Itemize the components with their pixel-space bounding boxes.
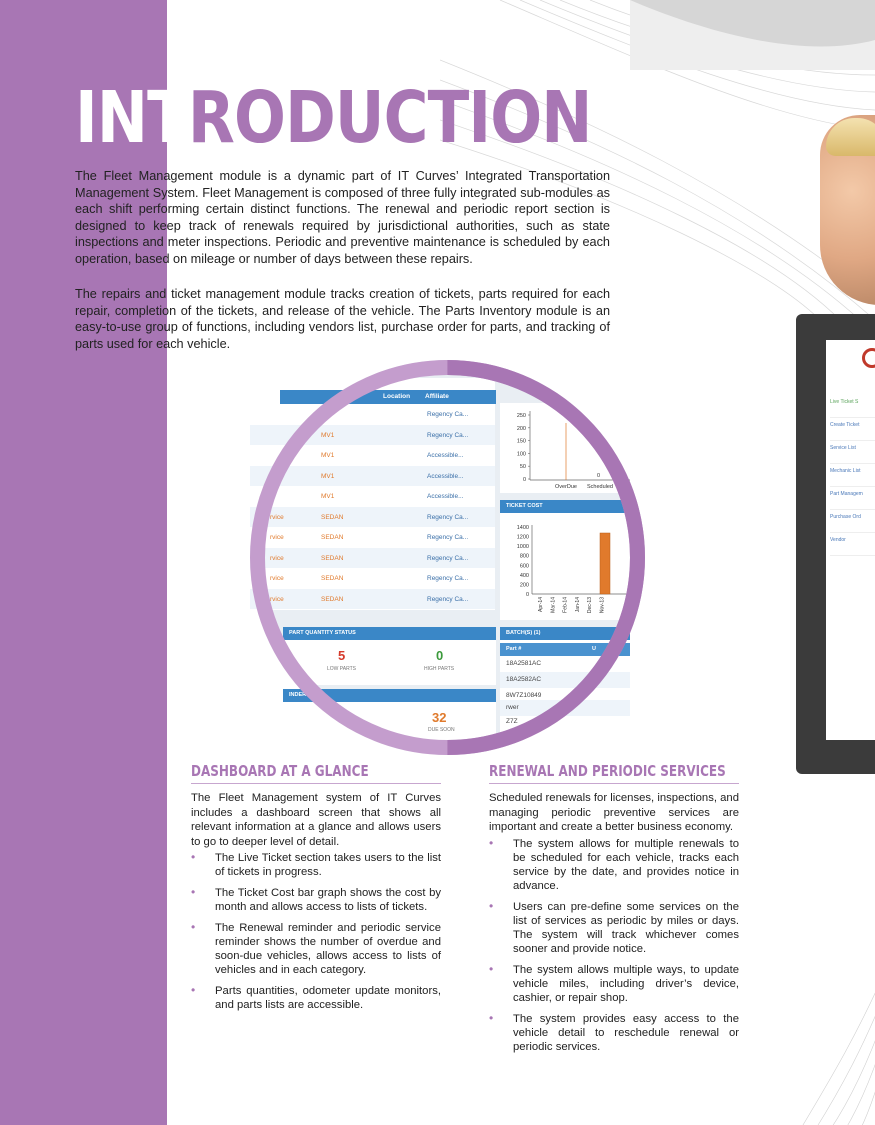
list-item: • The Renewal reminder and periodic service reminder shows the number of overdue and soon-due vehicles, allows access to lists of vehicles and in each category. bbox=[191, 921, 441, 977]
due-soon-label: DUE SOON bbox=[428, 727, 455, 733]
list-item[interactable]: 8W7Z10849 bbox=[506, 692, 542, 699]
renewal-heading: RENEWAL AND PERIODIC SERVICES bbox=[489, 762, 726, 780]
parts-col-part: Part # bbox=[506, 646, 522, 652]
y-tick-label: 600 bbox=[519, 563, 529, 570]
menu-item-part-management: Part Managem bbox=[830, 487, 875, 510]
col-location: Location bbox=[383, 393, 411, 400]
scheduled-value: 0 bbox=[597, 473, 601, 479]
low-parts-value[interactable]: 5 bbox=[338, 648, 346, 663]
dashboard-section bbox=[191, 762, 441, 1019]
high-parts-value[interactable]: 0 bbox=[436, 648, 444, 663]
cell-location: MV1 bbox=[321, 452, 335, 459]
cell-affiliate: Regency Ca... bbox=[427, 595, 469, 603]
section-divider bbox=[191, 783, 441, 784]
list-item: • Parts quantities, odometer update monitors, and parts lists are accessible. bbox=[191, 984, 441, 1012]
y-tick-label: 400 bbox=[519, 572, 529, 579]
renewal-section bbox=[489, 762, 739, 1061]
cell-affiliate: Accessible... bbox=[427, 472, 464, 480]
cell-affiliate: Regency Ca... bbox=[427, 411, 469, 418]
cell-service: rvice bbox=[270, 554, 284, 562]
list-item: • The Ticket Cost bar graph shows the cost by month and allows access to lists of tickets. bbox=[191, 886, 441, 914]
x-tick-label: Jan-14 bbox=[574, 597, 581, 613]
y-tick-label: 100 bbox=[516, 451, 526, 458]
intro-paragraph-1: The Fleet Management module is a dynamic part of IT Curves’ Integrated Transportation Management System. Fleet Management is composed of three fully integrated sub-modules as each shift performing certain distinct functions. The renewal and periodic report section is designed to keep track of renewals required by jurisdictional authorities, such as state inspections and meter inspections. Periodic and preventive maintenance is scheduled by each operation, based on mileage or number of days between these repairs. bbox=[75, 169, 610, 266]
y-tick-label: 200 bbox=[519, 582, 529, 589]
y-tick-label: 0 bbox=[525, 592, 529, 598]
y-tick-label: 200 bbox=[516, 425, 526, 432]
cell-affiliate: Accessible... bbox=[427, 452, 464, 459]
list-item[interactable]: Z7Z bbox=[506, 718, 518, 725]
xlabel-overdue: OverDue bbox=[554, 484, 578, 490]
low-parts-label: LOW PARTS bbox=[327, 666, 356, 672]
title-part-white: INT bbox=[75, 76, 188, 159]
parts-col-u: U bbox=[592, 646, 596, 652]
cell-location: SEDAN bbox=[321, 534, 344, 541]
cell-location: MV1 bbox=[321, 493, 335, 500]
cell-service: rvice bbox=[270, 595, 284, 603]
y-tick-label: 150 bbox=[516, 438, 526, 445]
cell-affiliate: Regency Ca... bbox=[427, 534, 469, 541]
decorative-swoosh bbox=[770, 960, 875, 1125]
list-item: • The system allows multiple ways, to update vehicle miles, including driver’s device, cashier, or repair shop. bbox=[489, 963, 739, 1005]
menu-item-create-ticket: Create Ticket bbox=[830, 418, 875, 441]
monitor-menu bbox=[830, 395, 875, 556]
menu-item-service-list: Service List bbox=[830, 441, 875, 464]
cell-service: rvice bbox=[270, 575, 284, 582]
decorative-lines bbox=[440, 0, 875, 320]
list-item[interactable]: 18A2582AC bbox=[500, 672, 630, 688]
dashboard-heading: DASHBOARD AT A GLANCE bbox=[191, 762, 369, 780]
app-logo-icon bbox=[862, 348, 875, 368]
x-tick-label: Nov-13 bbox=[599, 597, 606, 614]
cell-service: e bbox=[270, 493, 274, 500]
x-tick-label: Mar-14 bbox=[550, 597, 557, 613]
list-item[interactable]: 18A2581AC bbox=[506, 660, 542, 667]
cell-location: SEDAN bbox=[321, 595, 344, 603]
y-tick-label: 1400 bbox=[516, 525, 529, 531]
y-tick-label: 50 bbox=[519, 464, 526, 471]
y-tick-label: 800 bbox=[519, 553, 529, 560]
cell-affiliate: Regency Ca... bbox=[427, 575, 469, 582]
x-tick-label: Dec-13 bbox=[587, 597, 594, 614]
high-parts-label: HIGH PARTS bbox=[424, 666, 455, 672]
y-tick-label: 1000 bbox=[516, 544, 529, 551]
cell-location: SEDAN bbox=[321, 513, 344, 521]
section-divider bbox=[489, 783, 739, 784]
list-item: • Users can pre-define some services on the list of services as periodic by miles or days. The system will track whichever comes sooner and provide notice. bbox=[489, 900, 739, 956]
y-tick-label: 250 bbox=[516, 413, 526, 419]
cell-service: rvice bbox=[270, 513, 284, 521]
intro-paragraph-2: The repairs and ticket management module tracks creation of tickets, parts required for each repair, completion of the tickets, and release of the vehicle. The Parts Inventory module is an easy-to-use group of functions, including vendors list, purchase order for parts, and tracking of parts used for each vehicle. bbox=[75, 287, 610, 351]
x-tick-label: Apr-14 bbox=[538, 597, 544, 613]
renewal-bullets bbox=[489, 837, 739, 1054]
list-item: • The system provides easy access to the vehicle detail to reschedule renewal or periodic services. bbox=[489, 1012, 739, 1054]
cell-service: rvice bbox=[270, 534, 284, 541]
dashboard-intro: The Fleet Management system of IT Curves includes a dashboard screen that shows all relevant information at a glance and allows users to go to deeper level of detail. bbox=[191, 792, 441, 848]
list-item: • The system allows for multiple renewals to be scheduled for each vehicle, tracks each service by the date, and provides notice in advance. bbox=[489, 837, 739, 893]
xlabel-scheduled: Scheduled bbox=[587, 484, 613, 490]
cell-affiliate: Regency Ca... bbox=[427, 431, 469, 439]
due-soon-value[interactable]: 32 bbox=[432, 710, 447, 725]
reminders-header: INDERS bbox=[283, 689, 496, 702]
list-item: • The Live Ticket section takes users to the list of tickets in progress. bbox=[191, 851, 441, 879]
cell-location: SEDAN bbox=[321, 554, 344, 562]
cell-location: MV1 bbox=[321, 472, 335, 480]
cell-location: SEDAN bbox=[321, 575, 344, 582]
y-tick-label: 0 bbox=[522, 477, 526, 483]
dashboard-bullets bbox=[191, 851, 441, 1012]
menu-item-live-ticket: Live Ticket S bbox=[830, 395, 875, 418]
title-part-purple: RODUCTION bbox=[187, 76, 592, 159]
menu-item-mechanic-list: Mechanic List bbox=[830, 464, 875, 487]
menu-item-purchase-order: Purchase Ord bbox=[830, 510, 875, 533]
menu-item-vendor: Vendor bbox=[830, 533, 875, 556]
part-quantity-header: PART QUANTITY STATUS bbox=[283, 627, 496, 640]
batch-header: BATCH(S) (1) bbox=[500, 627, 630, 640]
cell-location: MV1 bbox=[321, 431, 335, 439]
page-title bbox=[75, 76, 592, 159]
col-affiliate: Affiliate bbox=[425, 393, 449, 400]
y-tick-label: 1200 bbox=[516, 534, 529, 541]
list-item[interactable]: rwer bbox=[500, 700, 630, 716]
ticket-cost-header: TICKET COST bbox=[500, 500, 630, 513]
cell-affiliate: Accessible... bbox=[427, 493, 464, 500]
cell-affiliate: Regency Ca... bbox=[427, 513, 469, 521]
renewal-intro: Scheduled renewals for licenses, inspections, and managing periodic preventive services are important and create a better business economy. bbox=[489, 792, 739, 834]
cell-affiliate: Regency Ca... bbox=[427, 554, 469, 562]
x-tick-label: Feb-14 bbox=[562, 597, 569, 613]
